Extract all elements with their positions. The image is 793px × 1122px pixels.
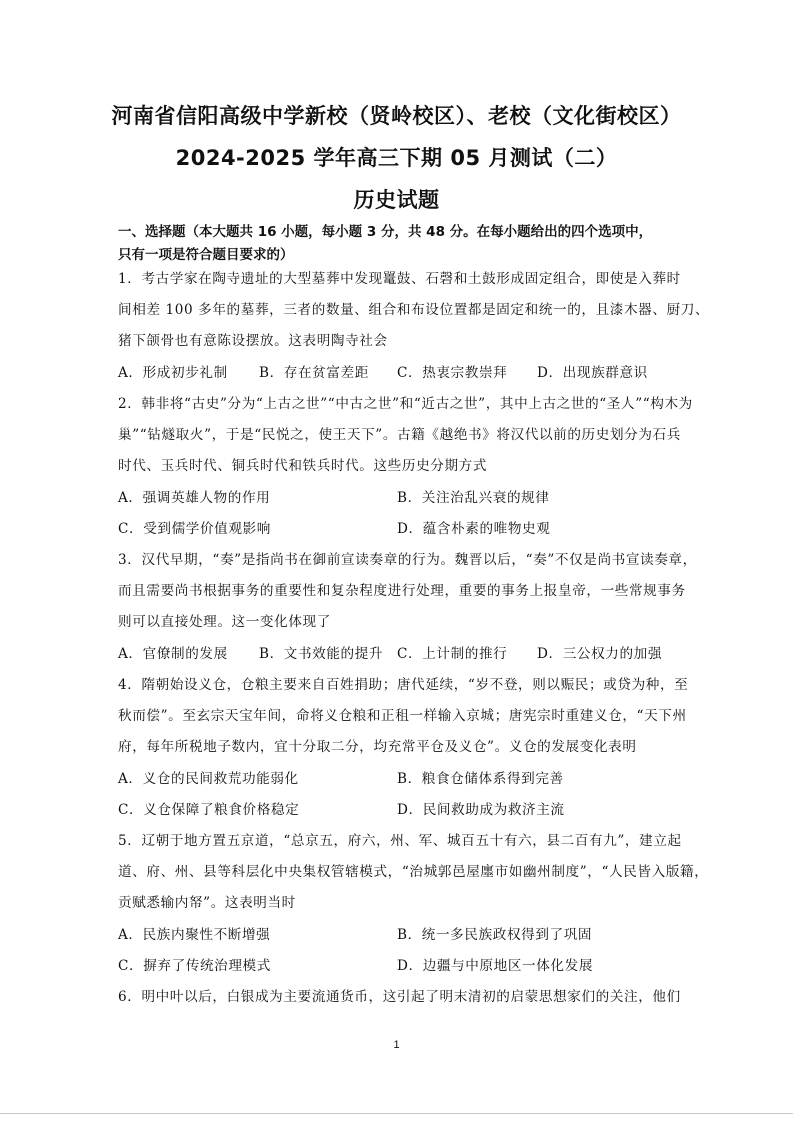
question-3-option-c[interactable]: C．上计制的推行 [397, 646, 508, 662]
question-4-line1: 4．隋朝始设义仓，仓粮主要来自百姓捐助；唐代延续，“岁不登，则以赈民；或贷为种，至 [118, 677, 689, 693]
section-heading-line2: 只有一项是符合题目要求的） [118, 247, 294, 263]
question-6-line1: 6．明中叶以后，白银成为主要流通货币，这引起了明末清初的启蒙思想家们的关注，他们 [118, 989, 681, 1005]
question-5-line3: 贡赋悉输内帑”。这表明当时 [118, 895, 296, 911]
page-title-exam: 2024-2025 学年高三下期 05 月测试（二） [175, 146, 618, 170]
page-title-subject: 历史试题 [353, 188, 440, 212]
question-1-option-d[interactable]: D．出现族群意识 [537, 365, 648, 381]
question-1-option-c[interactable]: C．热衷宗教崇拜 [397, 365, 508, 381]
question-2-option-a[interactable]: A．强调英雄人物的作用 [118, 490, 271, 506]
question-1-line2: 间相差 100 多年的墓葬，三者的数量、组合和布设位置都是固定和统一的，且漆木器、厨刀、 [118, 302, 710, 318]
question-2-line3: 时代、玉兵时代、铜兵时代和铁兵时代。这些历史分期方式 [118, 458, 488, 474]
question-5-option-b[interactable]: B．统一多民族政权得到了巩固 [397, 927, 593, 943]
question-3-line2: 而且需要尚书根据事务的重要性和复杂程度进行处理，重要的事务上报皇帝，一些常规事务 [118, 583, 686, 599]
question-3-line1: 3．汉代早期，“奏”是指尚书在御前宣读奏章的行为。魏晋以后，“奏”不仅是尚书宣读奏章， [118, 552, 697, 568]
question-3-line3: 则可以直接处理。这一变化体现了 [118, 614, 331, 630]
question-3-option-b[interactable]: B．文书效能的提升 [259, 646, 384, 662]
question-4-option-a[interactable]: A．义仓的民间救荒功能弱化 [118, 771, 299, 787]
question-5-line1: 5．辽朝于地方置五京道，“总京五，府六，州、军、城百五十有六，县二百有九”，建立起 [118, 833, 682, 849]
question-1-option-a[interactable]: A．形成初步礼制 [118, 365, 228, 381]
section-heading-line1: 一、选择题（本大题共 16 小题，每小题 3 分，共 48 分。在每小题给出的四个选项中， [118, 224, 653, 240]
question-3-option-d[interactable]: D．三公权力的加强 [537, 646, 663, 662]
question-2-option-d[interactable]: D．蕴含朴素的唯物史观 [397, 521, 551, 537]
question-5-option-d[interactable]: D．边疆与中原地区一体化发展 [397, 958, 594, 974]
page-title-school: 河南省信阳高级中学新校（贤岭校区）、老校（文化街校区） [111, 104, 682, 128]
question-2-line1: 2．韩非将“古史”分为“上古之世”“中古之世”和“近古之世”，其中上古之世的“圣人”“构木为 [118, 396, 693, 412]
question-4-line3: 府，每年所税地子数内，宜十分取二分，均充常平仓及义仓”。义仓的发展变化表明 [118, 739, 637, 755]
question-2-line2: 巢”“钻燧取火”，于是“民悦之，使王天下”。古籍《越绝书》将汉代以前的历史划分为石兵 [118, 427, 681, 443]
question-1-line3: 猪下颌骨也有意陈设摆放。这表明陶寺社会 [118, 333, 388, 349]
question-4-line2: 秋而偿”。至玄宗天宝年间，命将义仓粮和正租一样输入京城；唐宪宗时重建义仓，“天下州 [118, 708, 687, 724]
question-2-option-b[interactable]: B．关注治乱兴衰的规律 [397, 490, 550, 506]
question-3-option-a[interactable]: A．官僚制的发展 [118, 646, 228, 662]
question-5-line2: 道、府、州、县等科层化中央集权管辖模式，“治城郭邑屋廛市如幽州制度”，“人民皆入版籍， [118, 864, 709, 880]
question-5-option-c[interactable]: C．摒弃了传统治理模式 [118, 958, 271, 974]
question-1-option-b[interactable]: B．存在贫富差距 [259, 365, 369, 381]
question-1-line1: 1．考古学家在陶寺遗址的大型墓葬中发现鼍鼓、石磬和土鼓形成固定组合，即使是入葬时 [118, 271, 681, 287]
page-number: 1 [393, 1039, 400, 1051]
question-4-option-c[interactable]: C．义仓保障了粮食价格稳定 [118, 802, 300, 818]
question-4-option-d[interactable]: D．民间救助成为救济主流 [397, 802, 565, 818]
page-bottom-divider [0, 1113, 793, 1114]
question-5-option-a[interactable]: A．民族内聚性不断增强 [118, 927, 271, 943]
question-2-option-c[interactable]: C．受到儒学价值观影响 [118, 521, 271, 537]
question-4-option-b[interactable]: B．粮食仓储体系得到完善 [397, 771, 564, 787]
